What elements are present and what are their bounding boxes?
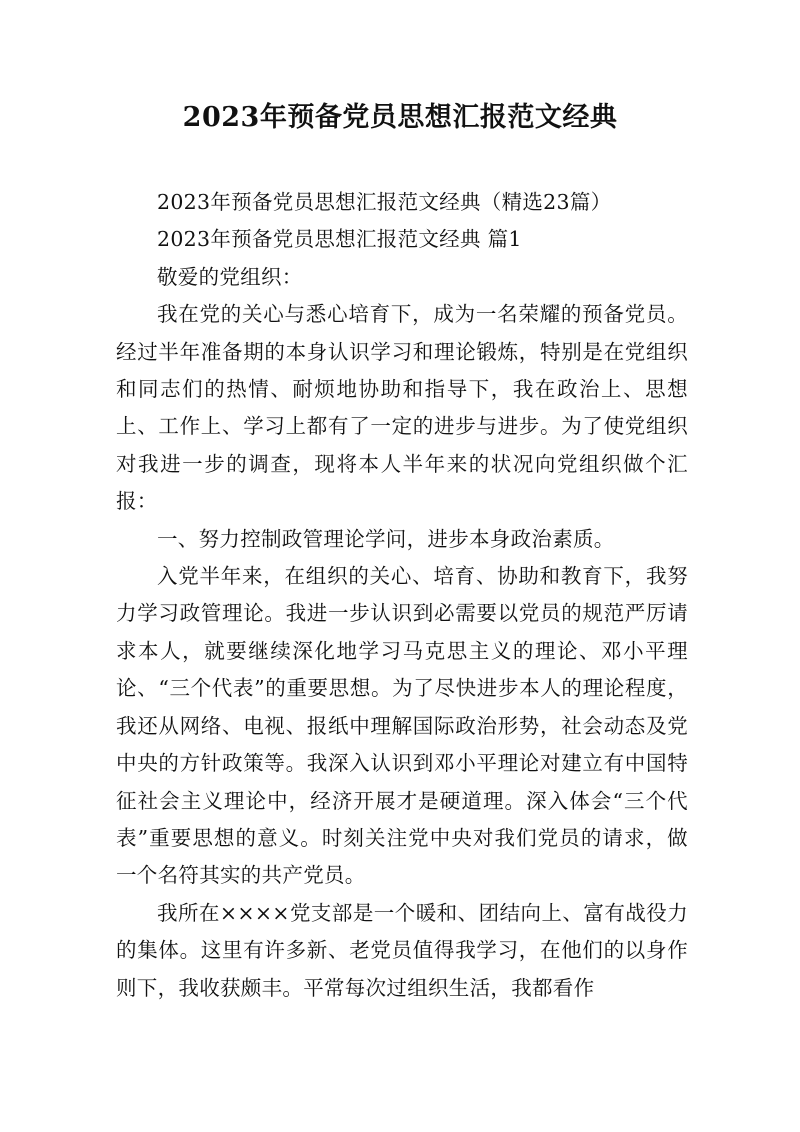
document-body [116,184,688,1007]
subtitle-paragraph: 2023年预备党员思想汇报范文经典（精选23篇） [157,190,612,214]
document-title: 2023年预备党员思想汇报范文经典 [182,102,618,133]
section-heading-paragraph: 2023年预备党员思想汇报范文经典 篇1 [157,227,522,252]
body-paragraph: 入党半年来，在组织的关心、培育、协助和教育下，我努力学习政管理论。我进一步认识到必需要以党员的规范严厉请求本人，就要继续深化地学习马克思主义的理论、邓小平理论、“三个代表”的重要思想。为了尽快进步本人的理论程度，我还从网络、电视、报纸中理解国际政治形势，社会动态及党中央的方针政策等。我深入认识到邓小平理论对建立有中国特征社会主义理论中，经济开展才是硬道理。深入体会“三个代表”重要思想的意义。时刻关注党中央对我们党员的请求，做一个名符其实的共产党员。 [116,564,688,888]
salutation-paragraph: 敬爱的党组织： [157,264,303,289]
body-paragraph: 一、努力控制政管理论学问，进步本身政治素质。 [157,526,615,551]
body-paragraph: 我所在××××党支部是一个暖和、团结向上、富有战役力的集体。这里有许多新、老党员值得我学习，在他们的以身作则下，我收获颇丰。平常每次过组织生活，我都看作 [116,900,688,1000]
body-paragraph: 我在党的关心与悉心培育下，成为一名荣耀的预备党员。经过半年准备期的本身认识学习和理论锻炼，特别是在党组织和同志们的热情、耐烦地协助和指导下，我在政治上、思想上、工作上、学习上都有了一定的进步与进步。为了使党组织对我进一步的调查，现将本人半年来的状况向党组织做个汇报： [116,302,688,514]
